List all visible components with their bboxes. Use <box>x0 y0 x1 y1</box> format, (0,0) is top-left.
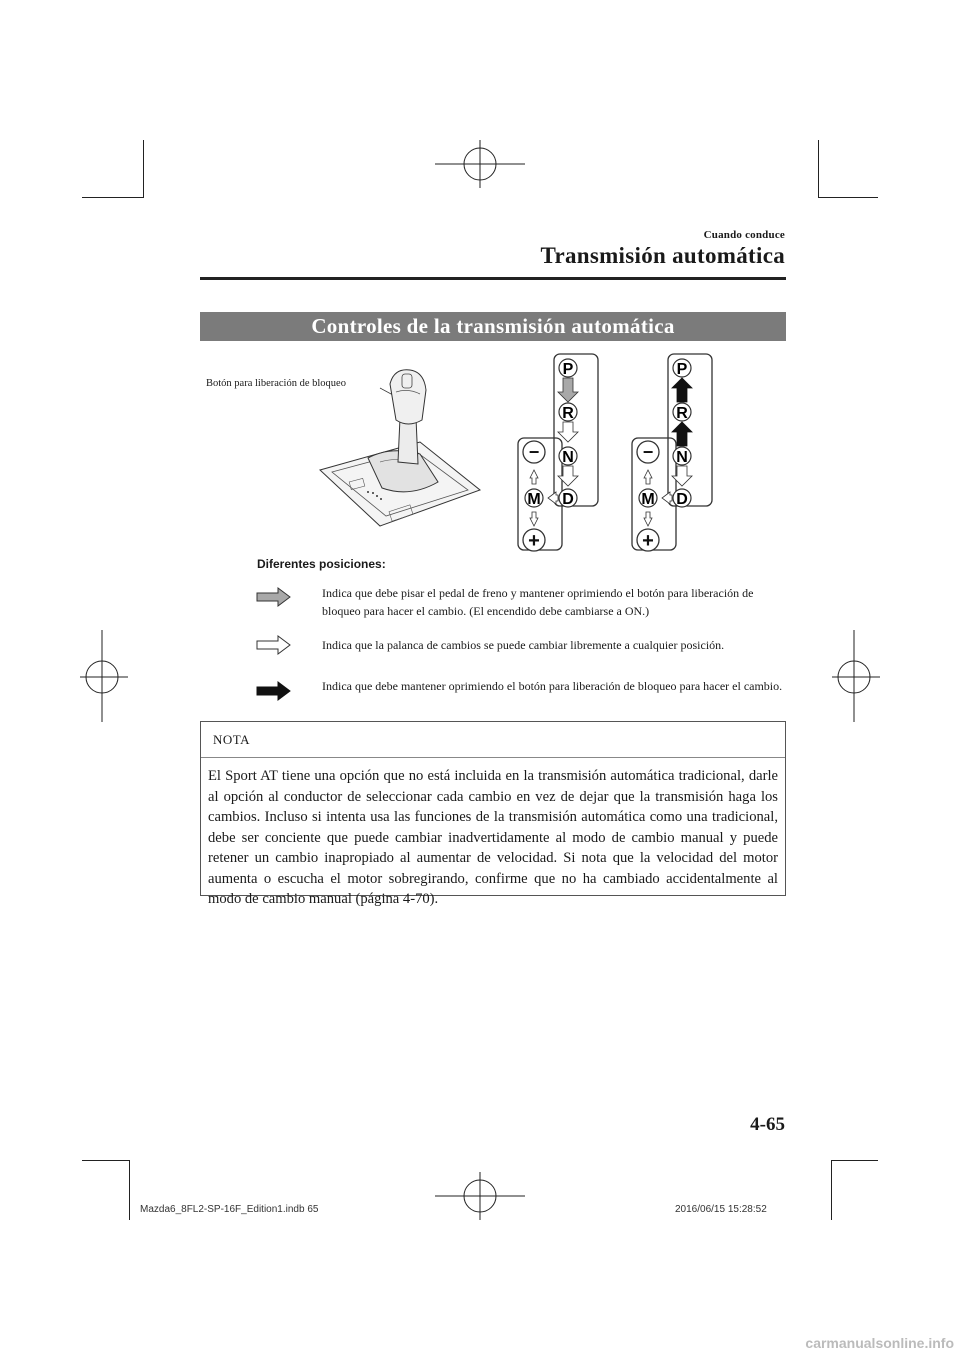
registration-mark-top <box>435 140 525 188</box>
header-rule <box>200 277 786 280</box>
nota-heading: NOTA <box>201 722 785 758</box>
print-file-info: Mazda6_8FL2-SP-16F_Edition1.indb 65 <box>140 1204 319 1215</box>
gate-letter-p: P <box>676 361 688 378</box>
gate-letter-r: R <box>676 405 688 422</box>
plus-symbol: + <box>642 530 654 552</box>
gate-letter-n: N <box>676 449 688 466</box>
gate-diagram-left <box>512 352 622 560</box>
white-outline-arrow-icon <box>256 635 292 655</box>
gate-letter-d: D <box>676 491 688 508</box>
legend-item-text: Indica que debe mantener oprimiendo el botón para liberación de bloqueo para hacer el cambio. <box>322 679 783 693</box>
legend-item-text: Indica que debe pisar el pedal de freno y mantener oprimiendo el botón para liberación de bloqueo para hacer el cambio. (El encendido debe cambiarse a ON.) <box>322 586 754 618</box>
print-timestamp: 2016/06/15 15:28:52 <box>675 1204 767 1215</box>
gray-filled-arrow-icon <box>256 587 292 607</box>
plus-symbol: + <box>528 530 540 552</box>
page-number: 4-65 <box>750 1114 785 1135</box>
section-label: Cuando conduce <box>703 229 785 241</box>
callout-label: Botón para liberación de bloqueo <box>206 378 346 389</box>
nota-body: El Sport AT tiene una opción que no está incluida en la transmisión automática tradicional, darle al opción al conductor de seleccionar cada cambio en vez de dejar que la transmisión haga los cambios. Incluso si intenta usa las funciones de la transmisión automática como una tradicional, debe ser conciente que puede cambiar inadvertidamente al modo de cambio manual y puede retener un cambio inapropiado al aumentar de velocidad. Si nota que la velocidad del motor aumenta o escucha el motor sobregirando, confirme que no ha cambiado accidentalmente al modo de cambio manual (página 4-70). <box>208 768 778 907</box>
legend-item-text: Indica que la palanca de cambios se puede cambiar libremente a cualquier posición. <box>322 638 725 652</box>
gate-letter-p: P <box>562 361 574 378</box>
registration-mark-left <box>80 630 128 722</box>
shifter-illustration <box>310 362 490 532</box>
section-header <box>541 229 785 269</box>
nota-box <box>200 721 786 907</box>
gate-letter-m: M <box>641 491 655 508</box>
section-title: Transmisión automática <box>540 243 785 268</box>
registration-mark-right <box>832 630 880 722</box>
gate-letter-d: D <box>562 491 574 508</box>
gate-letter-m: M <box>527 491 541 508</box>
title-banner: Controles de la transmisión automática <box>200 312 786 341</box>
black-filled-arrow-icon <box>256 681 292 701</box>
gate-letter-n: N <box>562 449 574 466</box>
minus-symbol: − <box>642 442 654 462</box>
gate-diagram-right <box>626 352 736 560</box>
minus-symbol: − <box>528 442 540 462</box>
legend-heading: Diferentes posiciones: <box>257 557 386 571</box>
registration-mark-bottom <box>435 1172 525 1220</box>
gate-letter-r: R <box>562 405 574 422</box>
watermark: carmanualsonline.info <box>805 1335 954 1351</box>
